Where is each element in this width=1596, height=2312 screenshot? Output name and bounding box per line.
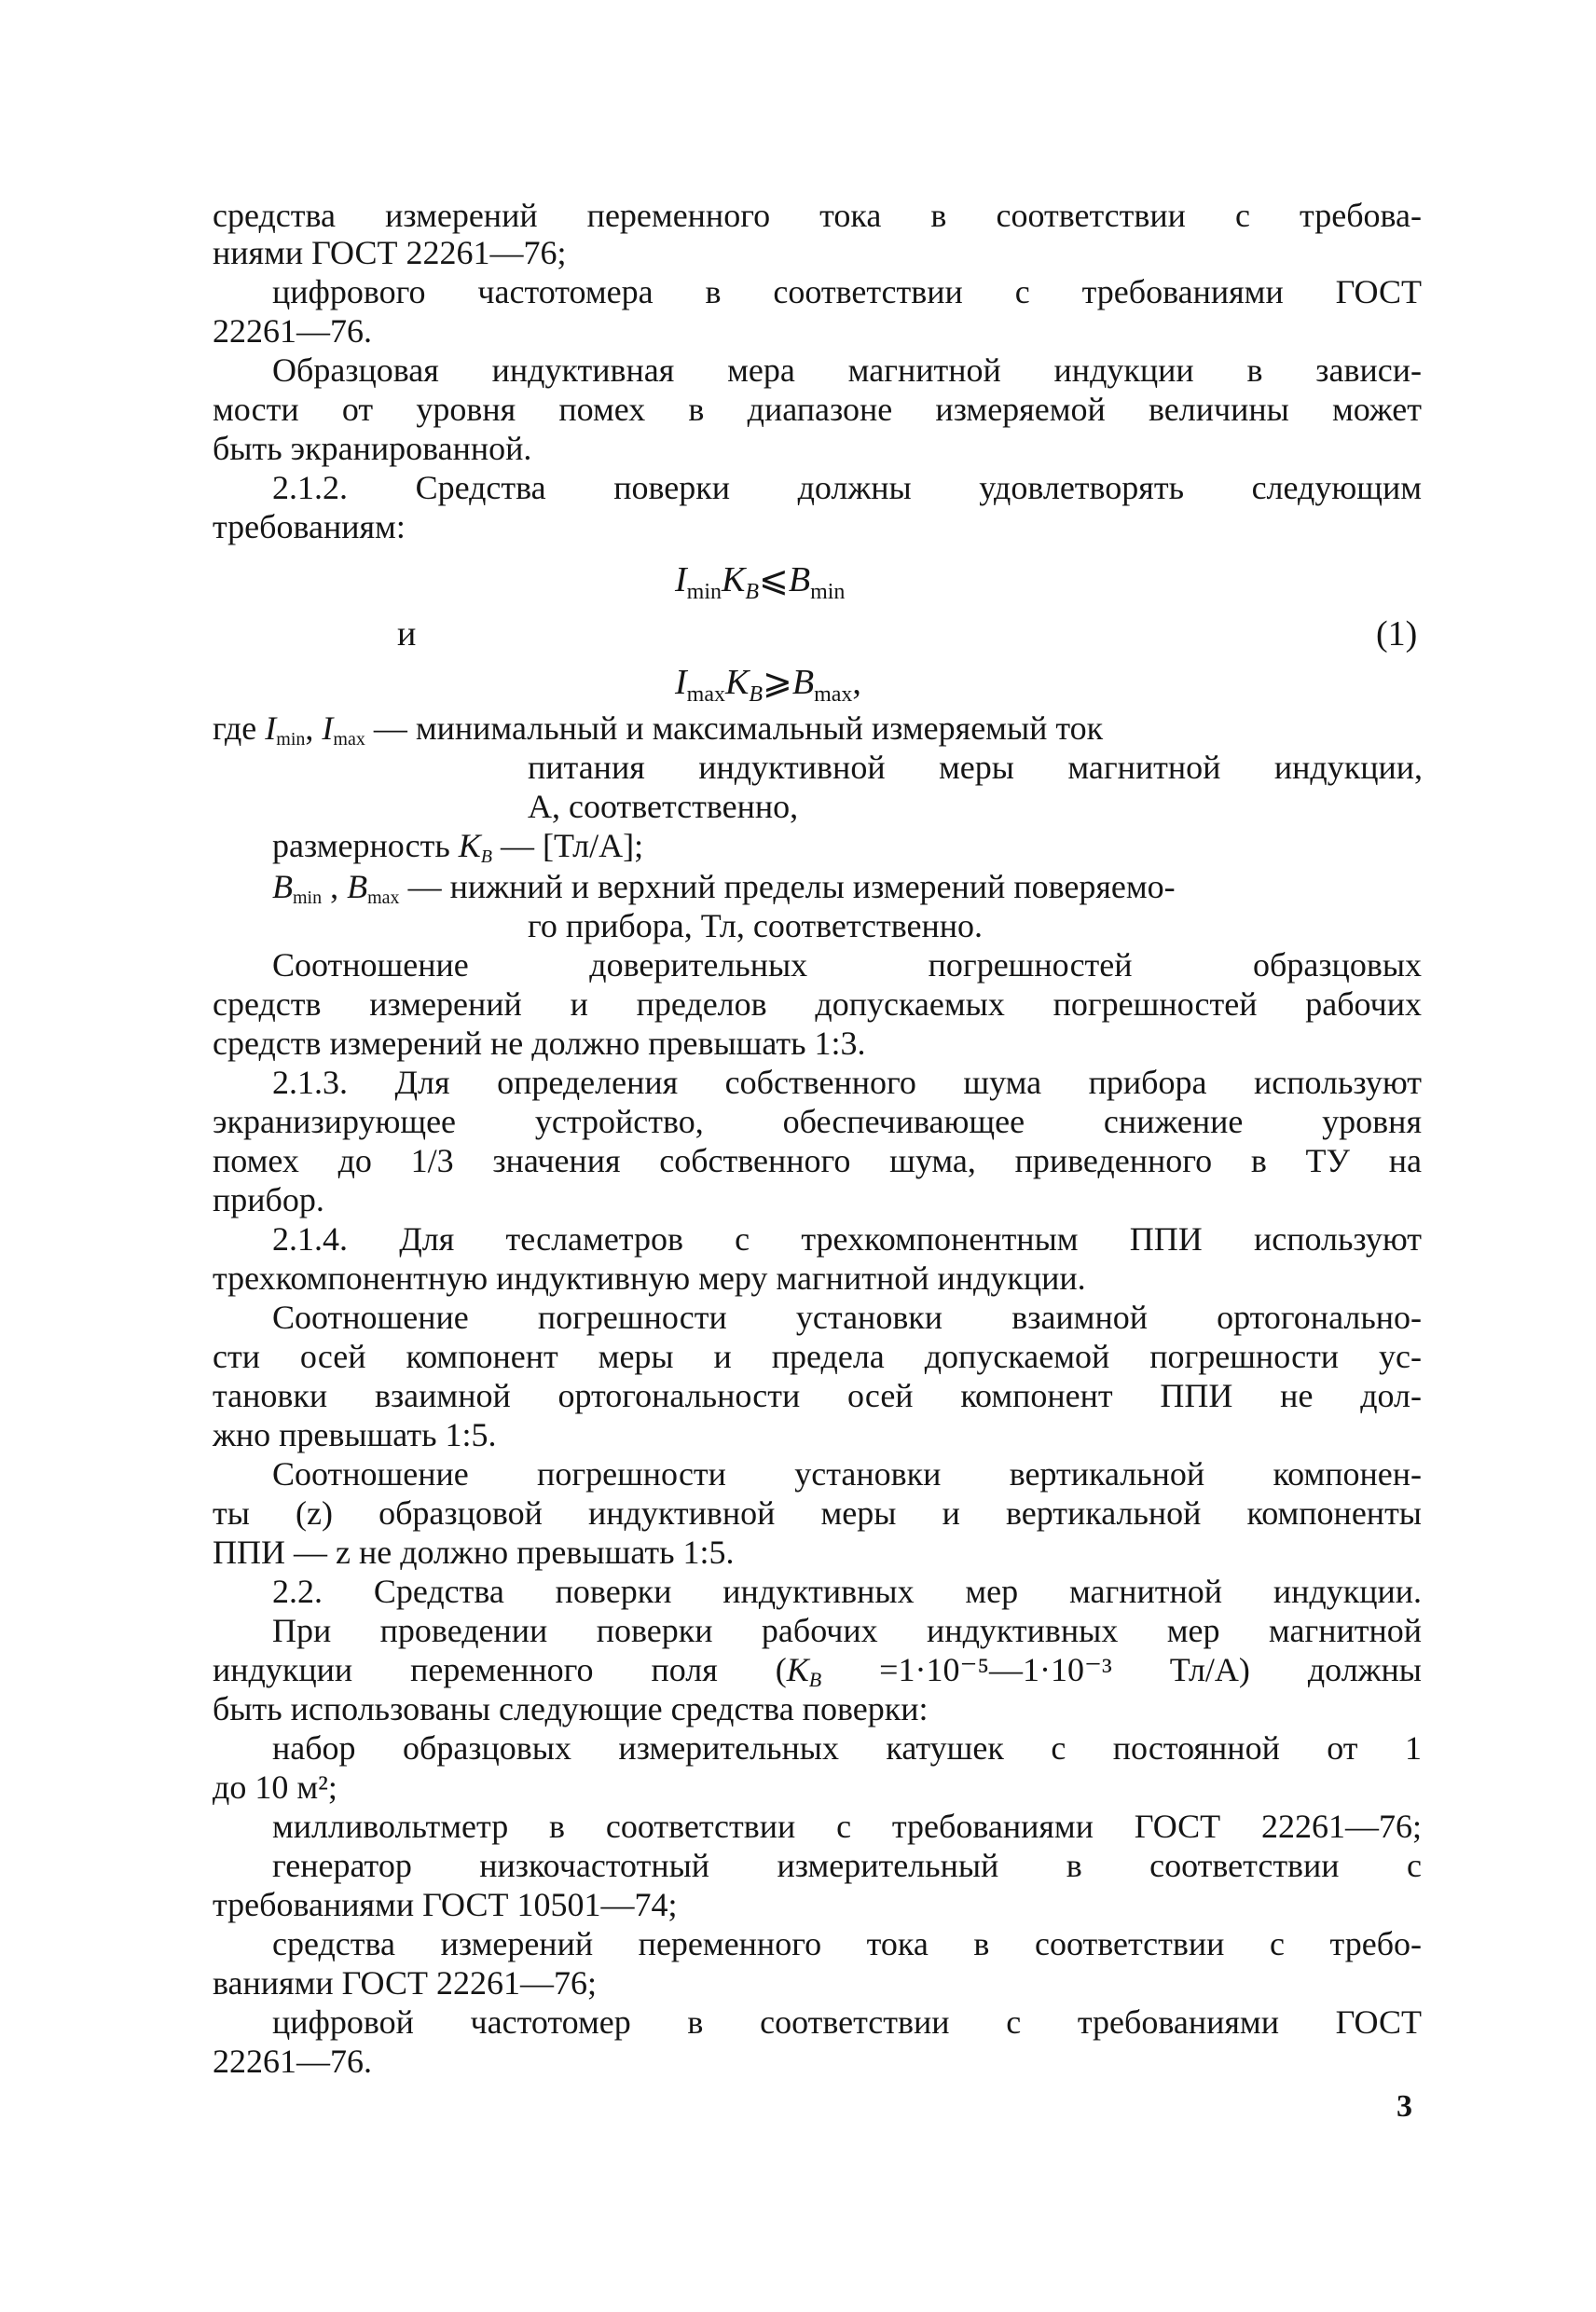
text-line: Соотношение погрешности установки взаимной ортогонально- [272, 1299, 1422, 1336]
text-line: трехкомпонентную индуктивную меру магнитной индукции. [213, 1259, 1086, 1297]
text-line: 2.1.3. Для определения собственного шума прибора используют [272, 1064, 1422, 1101]
text-line: мости от уровня помех в диапазоне измеряемой величины может [213, 391, 1422, 428]
text-line: При проведении поверки рабочих индуктивных мер магнитной [272, 1612, 1422, 1649]
text-line: быть экранированной. [213, 430, 532, 467]
text-line: ППИ — z не должно превышать 1:5. [213, 1534, 735, 1571]
text-line: цифрового частотомера в соответствии с требованиями ГОСТ [272, 273, 1422, 310]
formula-conjunction: и [397, 614, 417, 654]
text-line: жно превышать 1:5. [213, 1416, 497, 1453]
text-line: 22261—76. [213, 2043, 372, 2080]
text-line: ниями ГОСТ 22261—76; [213, 234, 567, 271]
definition-text: А, соответственно, [528, 788, 799, 825]
list-item: цифровой частотомер в соответствии с требованиями ГОСТ [272, 2003, 1422, 2041]
text-line: сти осей компонент меры и предела допускаемой погрешности ус- [213, 1338, 1422, 1375]
text-line: Соотношение доверительных погрешностей образцовых [272, 946, 1422, 984]
text-line: экранизирующее устройство, обеспечивающее снижение уровня [213, 1103, 1422, 1140]
text-line: Соотношение погрешности установки вертикальной компонен- [272, 1455, 1422, 1493]
text-line: прибор. [213, 1181, 324, 1218]
list-item: средства измерений переменного тока в соответствии с требо- [272, 1925, 1422, 1962]
text-line: средств измерений не должно превышать 1:3. [213, 1025, 866, 1062]
list-item: милливольтметр в соответствии с требованиями ГОСТ 22261—76; [272, 1808, 1422, 1845]
formula-number: (1) [1376, 614, 1418, 654]
text-line: быть использованы следующие средства поверки: [213, 1690, 929, 1727]
text-line: 22261—76. [213, 312, 372, 350]
formula-line-min: $I_{min}K_B⩽B_{min}$ [675, 560, 846, 604]
text-line: требованиям: [213, 508, 406, 545]
text-line: средств измерений и пределов допускаемых погрешностей рабочих [213, 985, 1422, 1023]
formula-line-max: $I_{max}K_B⩾B_{max}$, [675, 663, 861, 707]
text-line: средства измерений переменного тока в соответствии с требова- [213, 197, 1422, 234]
text-line: 2.1.2. Средства поверки должны удовлетворять следующим [272, 469, 1422, 506]
definition-dimension: размерность $K_B$ — [Тл/А]; [272, 827, 644, 867]
text-line: Образцовая индуктивная мера магнитной индукции в зависи- [272, 351, 1422, 389]
definition-term-current: где $I_{min}$, $I_{max}$ — минимальный и максимальный измеряемый ток [213, 709, 1104, 750]
definition-text: го прибора, Тл, соответственно. [528, 907, 984, 944]
text-line: ты (z) образцовой индуктивной меры и вертикальной компоненты [213, 1494, 1422, 1532]
text-line: тановки взаимной ортогональности осей компонент ППИ не дол- [213, 1377, 1422, 1414]
text-line: 2.1.4. Для тесламетров с трехкомпонентным ППИ используют [272, 1220, 1422, 1258]
text-line-formula: индукции переменного поля ($K_B$ =1·10⁻⁵—1·10⁻³ Тл/А) должны [213, 1651, 1422, 1691]
text-line: помех до 1/3 значения собственного шума, приведенного в ТУ на [213, 1142, 1422, 1179]
definition-term-limits: $B_{min}$ , $B_{max}$ — нижний и верхний пределы измерений поверяемо- [272, 868, 1176, 908]
text-line: ваниями ГОСТ 22261—76; [213, 1964, 597, 2002]
text-line: до 10 м²; [213, 1768, 337, 1806]
list-item: генератор низкочастотный измерительный в соответствии с [272, 1847, 1422, 1884]
list-item: набор образцовых измерительных катушек с постоянной от 1 [272, 1729, 1422, 1767]
definition-text: питания индуктивной меры магнитной индукции, [528, 749, 1423, 786]
text-line: требованиями ГОСТ 10501—74; [213, 1886, 678, 1923]
page-number: 3 [1396, 2089, 1412, 2124]
section-heading: 2.2. Средства поверки индуктивных мер магнитной индукции. [272, 1573, 1422, 1610]
